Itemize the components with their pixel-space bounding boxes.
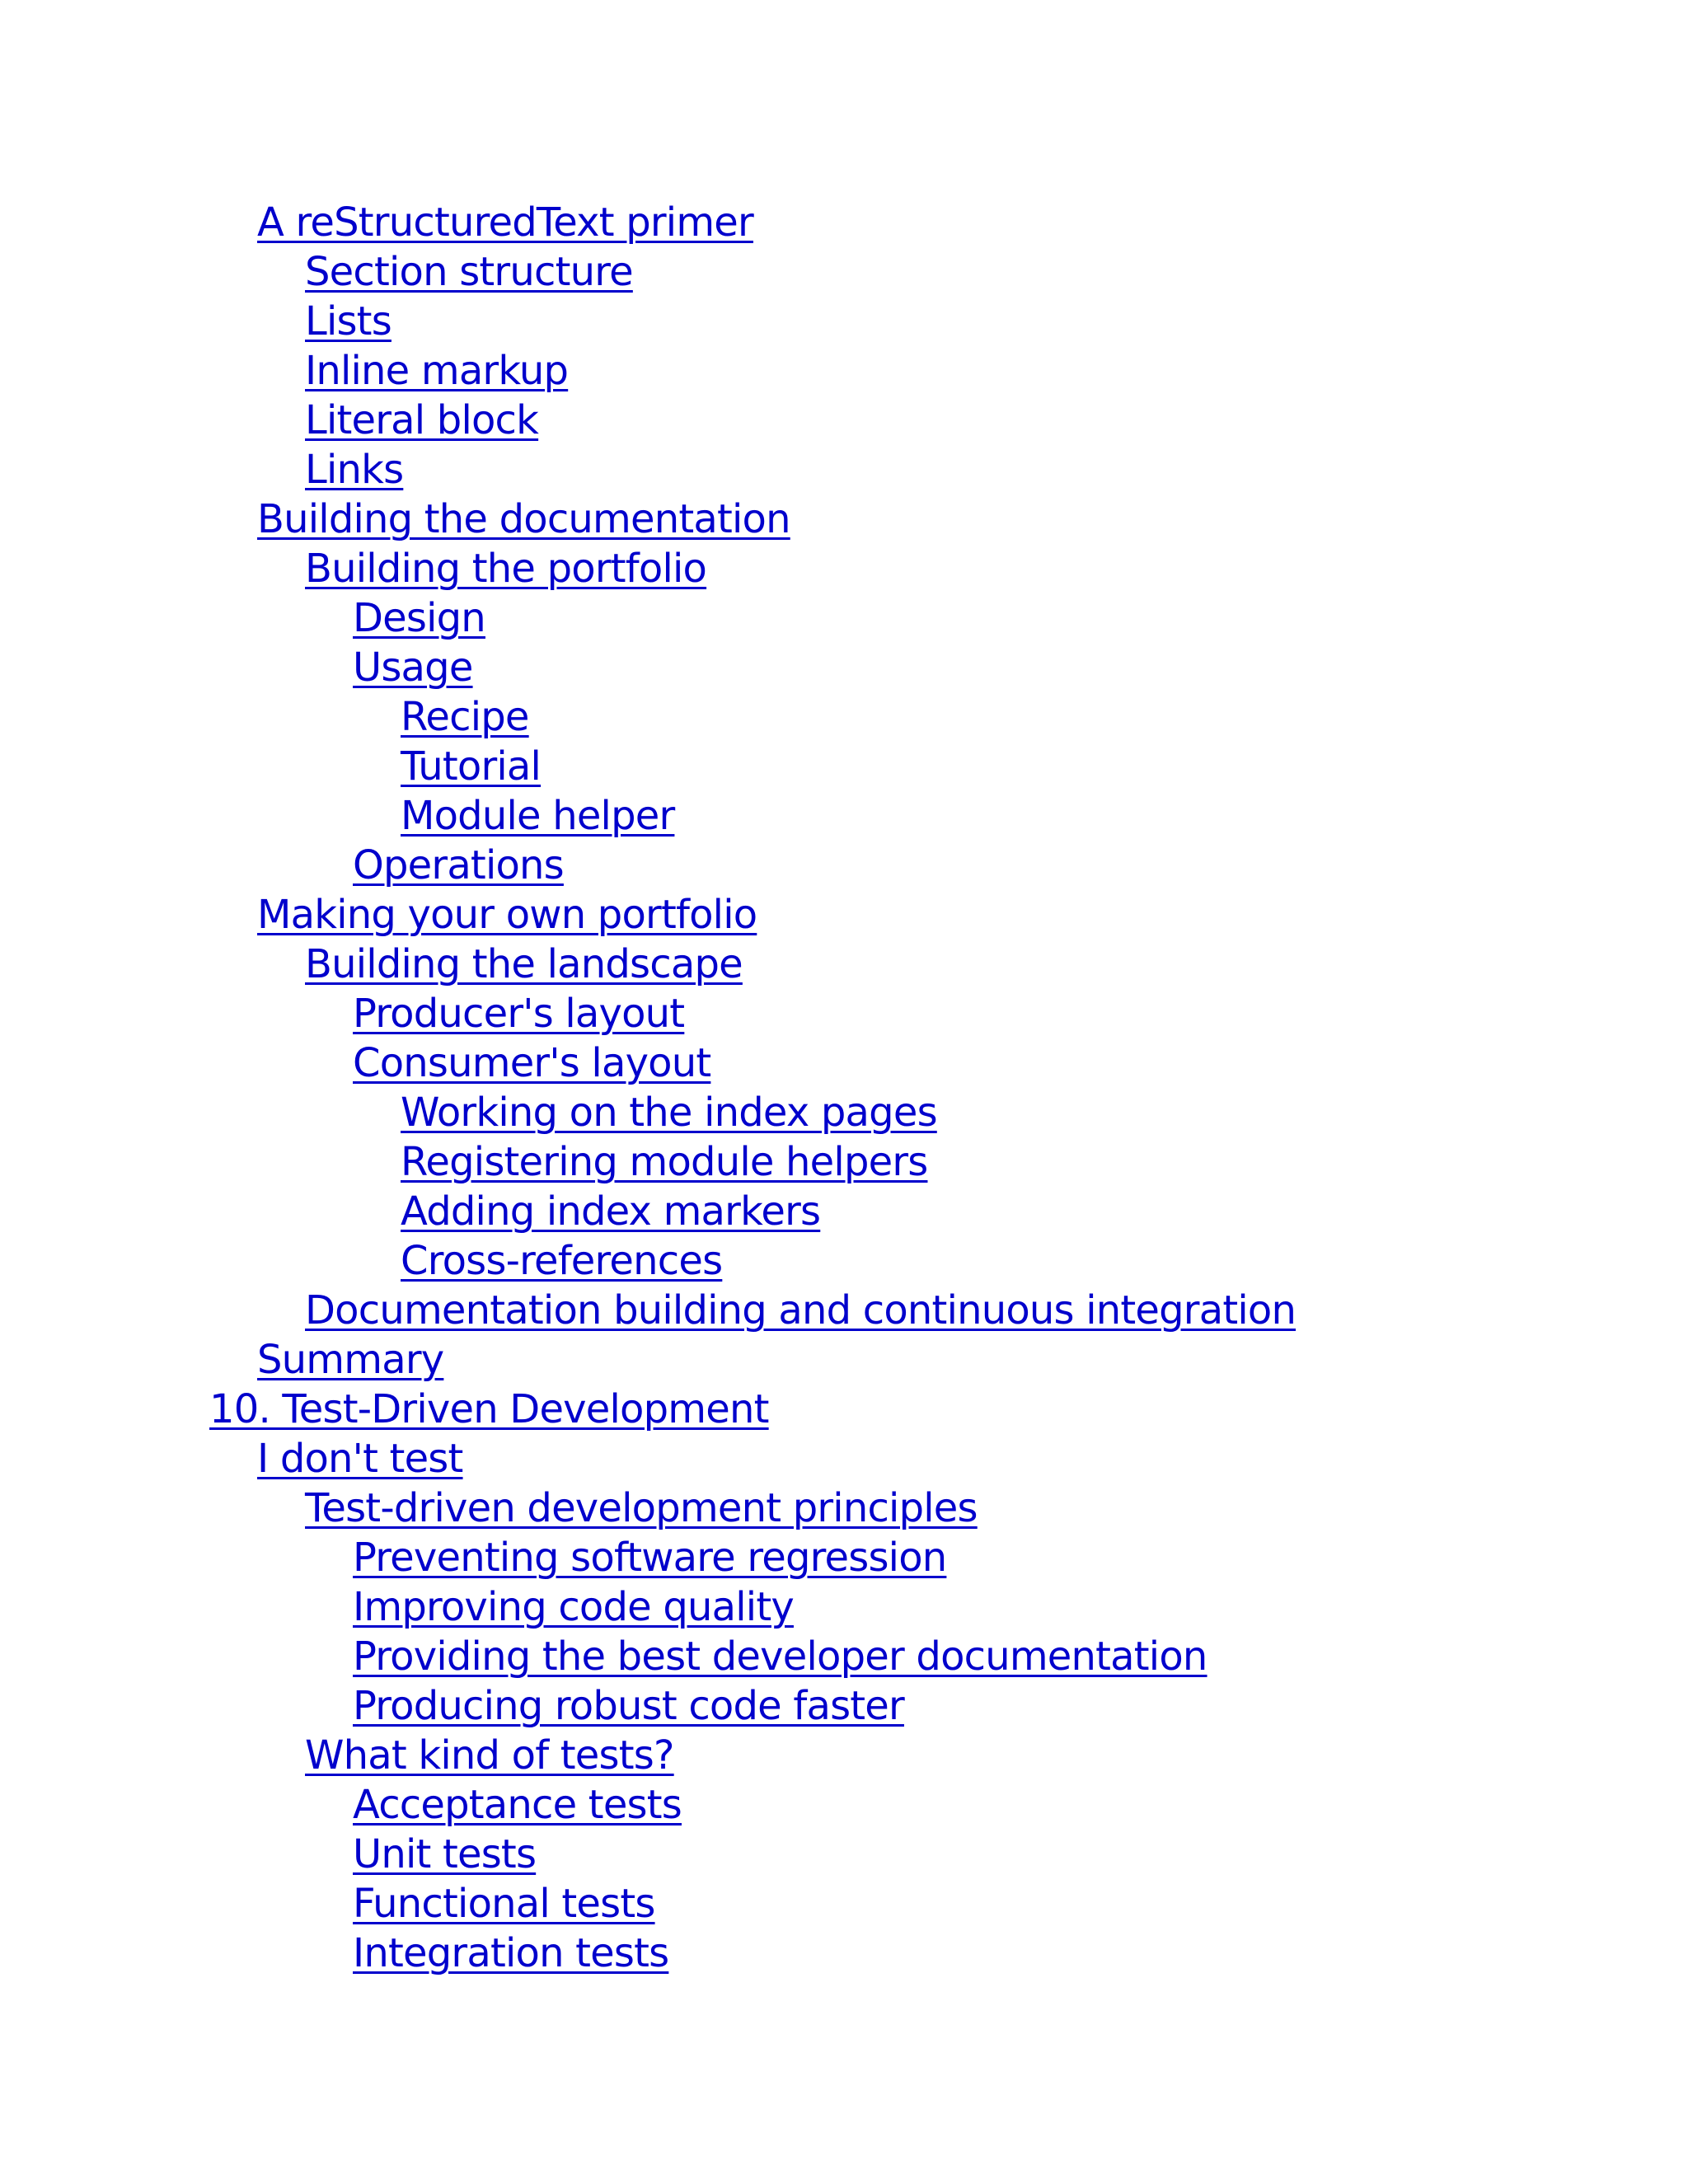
toc-link[interactable]: Adding index markers (401, 1188, 821, 1235)
toc-entry (209, 1088, 1296, 1137)
toc-entry (209, 742, 1296, 791)
toc-link[interactable]: Making your own portfolio (257, 892, 757, 938)
toc-link[interactable]: Recipe (401, 694, 529, 740)
toc-entry (209, 1434, 1296, 1483)
toc-entry (209, 1137, 1296, 1187)
toc-link[interactable]: Building the landscape (305, 941, 743, 987)
toc-link[interactable]: Module helper (401, 793, 675, 839)
toc-entry (209, 1731, 1296, 1780)
toc-entry (209, 1187, 1296, 1236)
toc-entry (209, 297, 1296, 346)
toc-link[interactable]: 10. Test-Driven Development (209, 1386, 769, 1432)
toc-link[interactable]: Preventing software regression (353, 1535, 947, 1581)
toc-link[interactable]: Integration tests (353, 1930, 669, 1976)
toc-link[interactable]: Section structure (305, 249, 633, 295)
toc-entry (209, 1582, 1296, 1632)
toc-entry (209, 494, 1296, 544)
toc-link[interactable]: Test-driven development principles (305, 1485, 978, 1531)
toc-link[interactable]: Usage (353, 644, 473, 691)
toc-link[interactable]: Working on the index pages (401, 1090, 937, 1136)
toc-entry (209, 445, 1296, 494)
toc-link[interactable]: Design (353, 595, 485, 641)
toc-link[interactable]: Unit tests (353, 1831, 537, 1877)
toc-link[interactable]: Building the documentation (257, 496, 790, 542)
toc-entry (209, 593, 1296, 643)
toc-entry (209, 396, 1296, 445)
toc-link[interactable]: A reStructuredText primer (257, 199, 753, 246)
toc-entry (209, 890, 1296, 940)
toc-link[interactable]: Literal block (305, 397, 539, 443)
toc-link[interactable]: Documentation building and continuous integration (305, 1287, 1296, 1333)
toc-entry (209, 841, 1296, 890)
toc-entry (209, 1038, 1296, 1088)
toc-entry (209, 643, 1296, 692)
toc-entry (209, 247, 1296, 297)
toc-entry (209, 1533, 1296, 1582)
toc-entry (209, 1681, 1296, 1731)
toc-link[interactable]: Building the portfolio (305, 546, 707, 592)
toc-link[interactable]: Operations (353, 842, 564, 888)
toc-link[interactable]: Acceptance tests (353, 1782, 682, 1828)
toc-entry (209, 989, 1296, 1038)
toc-entry (209, 1286, 1296, 1335)
toc-link[interactable]: Links (305, 447, 404, 493)
toc-entry (209, 940, 1296, 989)
toc-link[interactable]: Producing robust code faster (353, 1683, 904, 1729)
toc-entry (209, 1830, 1296, 1879)
toc-entry (209, 791, 1296, 841)
toc-entry (209, 1780, 1296, 1830)
toc-link[interactable]: Consumer's layout (353, 1040, 711, 1086)
toc-link[interactable]: Providing the best developer documentation (353, 1633, 1207, 1680)
toc-entry (209, 1929, 1296, 1978)
toc-link[interactable]: Tutorial (401, 743, 542, 790)
toc-link[interactable]: Producer's layout (353, 991, 685, 1037)
toc-link[interactable]: Summary (257, 1337, 444, 1383)
toc-link[interactable]: Inline markup (305, 348, 569, 394)
toc-link[interactable]: Registering module helpers (401, 1139, 928, 1185)
toc-entry (209, 1879, 1296, 1929)
toc-entry (209, 1236, 1296, 1286)
toc-entry (209, 198, 1296, 247)
toc-entry (209, 1335, 1296, 1385)
toc-entry (209, 692, 1296, 742)
toc-link[interactable]: What kind of tests? (305, 1732, 674, 1779)
toc-entry (209, 1385, 1296, 1434)
toc-link[interactable]: Functional tests (353, 1881, 655, 1927)
toc-entry (209, 544, 1296, 593)
table-of-contents (209, 198, 1296, 1978)
toc-link[interactable]: Cross-references (401, 1238, 723, 1284)
toc-link[interactable]: I don't test (257, 1436, 463, 1482)
toc-entry (209, 1632, 1296, 1681)
toc-link[interactable]: Improving code quality (353, 1584, 794, 1630)
toc-entry (209, 1483, 1296, 1533)
toc-entry (209, 346, 1296, 396)
toc-link[interactable]: Lists (305, 298, 392, 344)
